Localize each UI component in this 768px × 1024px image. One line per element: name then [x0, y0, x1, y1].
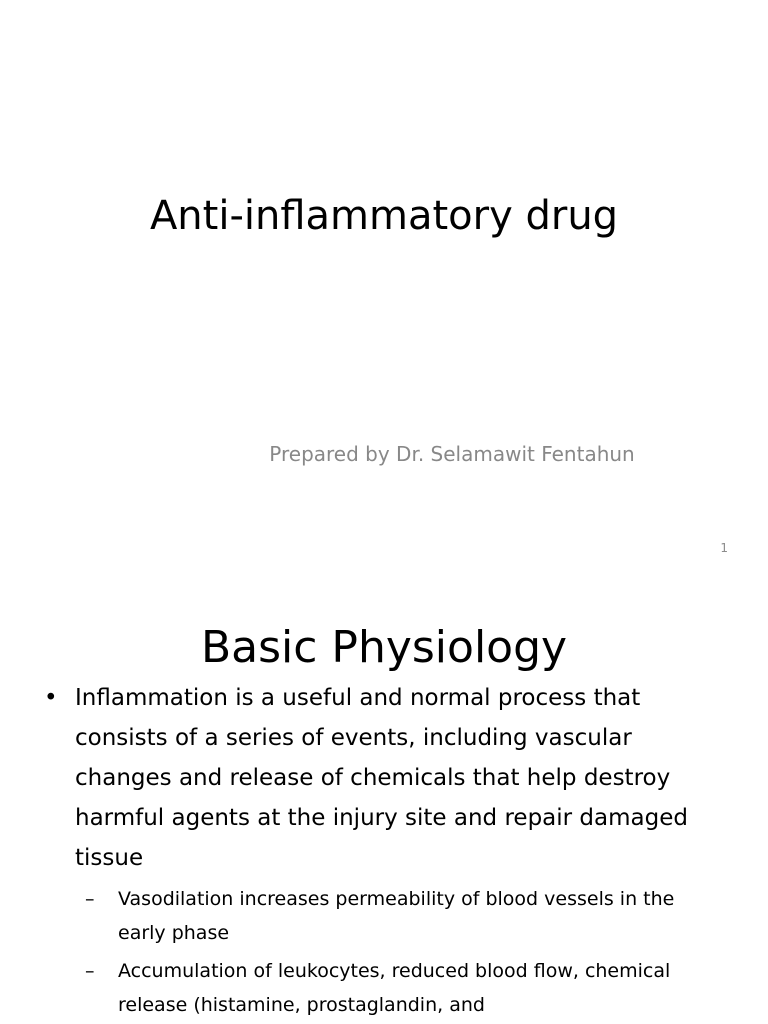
bullet-marker: •	[44, 685, 58, 711]
sub-bullet-text: Vasodilation increases permeability of blood vessels in the early phase	[118, 888, 675, 944]
slide-2	[0, 576, 768, 1024]
slide-title: Anti-inflammatory drug	[149, 193, 619, 239]
sub-bullet-marker: –	[85, 888, 95, 910]
slide-subtitle: Prepared by Dr. Selamawit Fentahun	[269, 442, 635, 466]
sub-bullet-item	[85, 954, 724, 1022]
bullet-text: Inflammation is a useful and normal process that consists of a series of events, including vascular changes and release of chemicals that help destroy harmful agents at the injury site and repair damaged tissue	[75, 685, 688, 871]
sub-bullet-item	[85, 882, 724, 950]
sub-bullet-list	[75, 882, 724, 1022]
bullet-list	[44, 678, 724, 1024]
slide-number: 1	[720, 541, 728, 555]
slide-title: Basic Physiology	[200, 622, 568, 673]
bullet-item	[44, 678, 724, 1022]
sub-bullet-marker: –	[85, 960, 95, 982]
sub-bullet-text: Accumulation of leukocytes, reduced blood flow, chemical release (histamine, prostaglandin, and	[118, 960, 671, 1016]
